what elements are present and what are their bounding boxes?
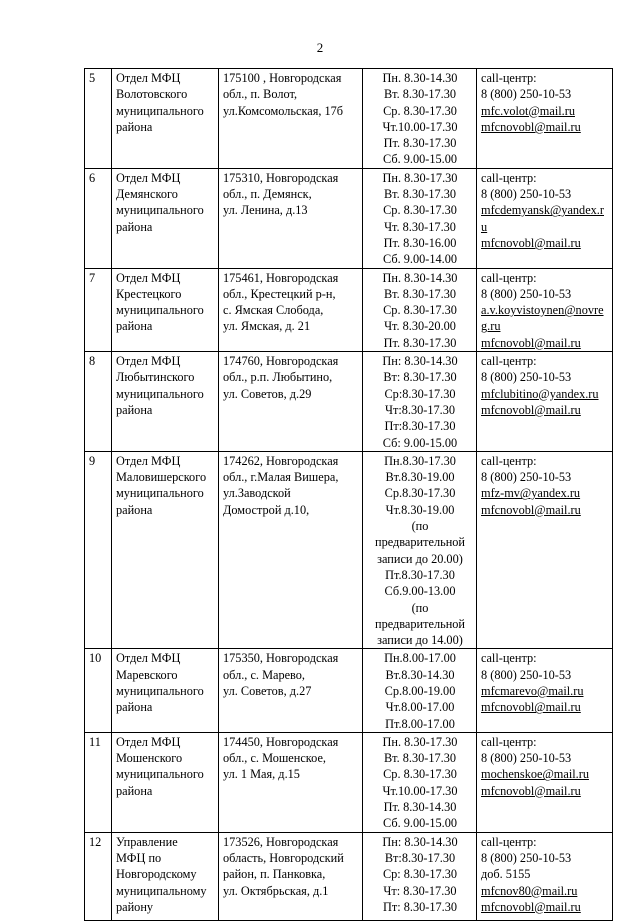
working-hours-line: предварительной	[375, 616, 465, 631]
working-hours-line: предварительной	[375, 535, 465, 550]
office-name-line: Отдел МФЦ	[116, 71, 181, 85]
address-line: обл., р.п. Любытино,	[223, 370, 333, 385]
row-number: 12	[85, 832, 112, 920]
phone-number: 8 (800) 250-10-53	[481, 751, 572, 766]
email-link[interactable]: mfcnovobl@mail.ru	[481, 402, 581, 417]
email-link[interactable]: mfcnovobl@mail.ru	[481, 899, 581, 914]
working-hours-cell	[363, 352, 477, 452]
working-hours-line: (по	[411, 519, 429, 534]
email-link[interactable]: mfcdemyansk@yandex.r u	[481, 203, 604, 234]
address-line: 175310, Новгородская	[223, 170, 339, 185]
email-link[interactable]: mfcnovobl@mail.ru	[481, 502, 581, 517]
office-name-line: Мошенского	[116, 751, 183, 766]
office-name-line: Отдел МФЦ	[116, 651, 181, 666]
address-line: район, п. Панковка,	[223, 867, 326, 882]
working-hours-line: Ср. 8.30-17.30	[383, 203, 457, 218]
office-name-line: Маревского	[116, 667, 178, 682]
address-cell	[219, 168, 363, 268]
office-name-line: Отдел МФЦ	[116, 170, 181, 185]
office-name-cell	[112, 69, 219, 169]
working-hours-line: Вт. 8.30-17.30	[383, 286, 457, 301]
office-name-line: Отдел МФЦ	[116, 354, 181, 369]
phone-number: 8 (800) 250-10-53	[481, 286, 572, 301]
office-name-line: Маловишерского	[116, 470, 207, 485]
table-row	[85, 352, 613, 452]
office-name-line: району	[116, 899, 154, 914]
address-line: 174760, Новгородская	[223, 354, 339, 369]
office-name-line: муниципального	[116, 386, 204, 401]
table-row	[85, 168, 613, 268]
office-name-cell	[112, 168, 219, 268]
working-hours-line: Пн.8.30-17.30	[384, 453, 456, 468]
row-number: 7	[85, 268, 112, 351]
email-link[interactable]: mfcnovobl@mail.ru	[481, 700, 581, 715]
office-name-line: района	[116, 783, 153, 798]
working-hours-cell	[363, 649, 477, 732]
address-line: ул. Ямская, д. 21	[223, 319, 311, 334]
working-hours-line: Пн. 8.30-14.30	[382, 270, 458, 285]
working-hours-line: Пт: 8.30-17.30	[382, 899, 458, 914]
office-name-line: Волотовского	[116, 87, 188, 102]
working-hours-cell	[363, 732, 477, 832]
email-link[interactable]: mfcnovobl@mail.ru	[481, 235, 581, 250]
email-link[interactable]: mfcnov80@mail.ru	[481, 883, 578, 898]
address-line: Домострой д.10,	[223, 502, 310, 517]
email-link[interactable]: a.v.koyvistoynen@novre g.ru	[481, 303, 604, 334]
working-hours-line: Чт. 8.30-17.30	[384, 219, 456, 234]
working-hours-cell	[363, 832, 477, 920]
office-name-cell	[112, 732, 219, 832]
working-hours-cell	[363, 168, 477, 268]
office-name-cell	[112, 268, 219, 351]
contact-cell	[477, 649, 613, 732]
working-hours-line: Чт: 8.30-17.30	[383, 883, 457, 898]
working-hours-line: Сб. 9.00-15.00	[382, 816, 458, 831]
working-hours-line: Пт. 8.30-17.30	[383, 335, 457, 350]
address-line: ул.Комсомольская, 17б	[223, 103, 344, 118]
working-hours-line: Вт. 8.30-17.30	[383, 87, 457, 102]
working-hours-line: Чт.10.00-17.30	[382, 783, 458, 798]
office-name-line: района	[116, 319, 153, 334]
address-cell	[219, 268, 363, 351]
address-line: с. Ямская Слобода,	[223, 303, 324, 318]
working-hours-line: Вт. 8.30-17.30	[383, 187, 457, 202]
address-line: 173526, Новгородская	[223, 834, 339, 849]
table-row	[85, 451, 613, 649]
call-center-label: call-центр:	[481, 354, 537, 369]
call-center-label: call-центр:	[481, 453, 537, 468]
email-link[interactable]: mfcnovobl@mail.ru	[481, 119, 581, 134]
office-name-cell	[112, 451, 219, 649]
office-name-line: Отдел МФЦ	[116, 270, 181, 285]
address-line: обл., п. Волот,	[223, 87, 298, 102]
working-hours-line: Ср.8.30-17.30	[384, 486, 456, 501]
office-name-line: Демянского	[116, 187, 178, 202]
working-hours-line: Вт.8.30-19.00	[385, 470, 455, 485]
working-hours-line: Пн: 8.30-14.30	[382, 354, 458, 369]
working-hours-line: Пт:8.30-17.30	[384, 419, 456, 434]
email-link[interactable]: mfcmarevo@mail.ru	[481, 683, 584, 698]
working-hours-line: Пн. 8.30-17.30	[382, 734, 458, 749]
working-hours-line: Пн. 8.30-17.30	[382, 170, 458, 185]
working-hours-line: Пт. 8.30-17.30	[383, 136, 457, 151]
working-hours-cell	[363, 451, 477, 649]
working-hours-line: Сб. 9.00-14.00	[382, 252, 458, 267]
row-number: 6	[85, 168, 112, 268]
email-link[interactable]: mfcnovobl@mail.ru	[481, 783, 581, 798]
email-link[interactable]: mochenskoe@mail.ru	[481, 767, 589, 782]
office-name-line: района	[116, 119, 153, 134]
contact-cell	[477, 352, 613, 452]
working-hours-line: Ср. 8.30-17.30	[383, 767, 457, 782]
address-cell	[219, 451, 363, 649]
address-line: ул. Советов, д.27	[223, 683, 312, 698]
working-hours-line: Сб. 9.00-15.00	[382, 152, 458, 167]
office-name-line: Отдел МФЦ	[116, 453, 181, 468]
address-line: ул. Советов, д.29	[223, 386, 312, 401]
address-line: ул. Ленина, д.13	[223, 203, 308, 218]
table-row	[85, 268, 613, 351]
address-line: 175100 , Новгородская	[223, 71, 342, 85]
working-hours-line: Пн: 8.30-14.30	[382, 834, 458, 849]
phone-number: 8 (800) 250-10-53	[481, 470, 572, 485]
table-row	[85, 832, 613, 920]
office-name-cell	[112, 649, 219, 732]
address-cell	[219, 732, 363, 832]
call-center-label: call-центр:	[481, 651, 537, 666]
office-name-line: муниципального	[116, 683, 204, 698]
address-line: 174262, Новгородская	[223, 453, 339, 468]
contact-cell	[477, 451, 613, 649]
phone-number: 8 (800) 250-10-53	[481, 850, 572, 865]
table-row	[85, 649, 613, 732]
phone-number: доб. 5155	[481, 867, 531, 882]
office-name-cell	[112, 352, 219, 452]
office-name-line: МФЦ по	[116, 850, 162, 865]
working-hours-line: Сб: 9.00-15.00	[382, 435, 458, 450]
working-hours-line: (по	[411, 600, 429, 615]
working-hours-line: Пт.8.00-17.00	[385, 716, 455, 731]
working-hours-line: Ср:8.30-17.30	[384, 386, 456, 401]
table-row	[85, 69, 613, 169]
contact-cell	[477, 832, 613, 920]
office-name-line: Отдел МФЦ	[116, 734, 181, 749]
address-line: ул. 1 Мая, д.15	[223, 767, 300, 782]
call-center-label: call-центр:	[481, 170, 537, 185]
email-link[interactable]: mfclubitino@yandex.ru	[481, 386, 599, 401]
address-line: 174450, Новгородская	[223, 734, 339, 749]
working-hours-line: Вт. 8.30-17.30	[383, 751, 457, 766]
address-line: обл., с. Марево,	[223, 667, 306, 682]
office-name-line: муниципального	[116, 767, 204, 782]
office-name-line: муниципального	[116, 103, 204, 118]
row-number: 9	[85, 451, 112, 649]
working-hours-line: Пн. 8.30-14.30	[382, 71, 458, 85]
row-number: 10	[85, 649, 112, 732]
office-name-line: муниципального	[116, 203, 204, 218]
working-hours-cell	[363, 69, 477, 169]
contact-cell	[477, 732, 613, 832]
office-name-cell	[112, 832, 219, 920]
office-name-line: Управление	[116, 834, 178, 849]
working-hours-line: Вт: 8.30-17.30	[383, 370, 457, 385]
address-cell	[219, 352, 363, 452]
office-name-line: района	[116, 700, 153, 715]
working-hours-line: Пн.8.00-17.00	[384, 651, 456, 666]
address-line: ул.Заводской	[223, 486, 291, 501]
working-hours-line: Пт. 8.30-14.30	[383, 800, 457, 815]
row-number: 11	[85, 732, 112, 832]
working-hours-line: записи до 14.00)	[377, 633, 463, 648]
working-hours-line: Чт.8.00-17.00	[385, 700, 455, 715]
contact-cell	[477, 69, 613, 169]
address-line: обл., с. Мошенское,	[223, 751, 326, 766]
working-hours-line: Ср. 8.30-17.30	[383, 303, 457, 318]
working-hours-line: Сб.9.00-13.00	[384, 584, 456, 599]
working-hours-line: Чт.8.30-19.00	[385, 502, 455, 517]
working-hours-line: Ср.8.00-19.00	[384, 683, 456, 698]
email-link[interactable]: mfcnovobl@mail.ru	[481, 335, 581, 350]
call-center-label: call-центр:	[481, 71, 537, 85]
call-center-label: call-центр:	[481, 270, 537, 285]
phone-number: 8 (800) 250-10-53	[481, 87, 572, 102]
office-name-line: Любытинского	[116, 370, 195, 385]
address-line: 175350, Новгородская	[223, 651, 339, 666]
office-name-line: Крестецкого	[116, 286, 182, 301]
working-hours-line: Чт:8.30-17.30	[384, 402, 456, 417]
address-line: обл., п. Демянск,	[223, 187, 312, 202]
office-name-line: района	[116, 219, 153, 234]
page-number: 2	[316, 40, 324, 55]
office-name-line: района	[116, 402, 153, 417]
working-hours-line: Пт.8.30-17.30	[385, 567, 455, 582]
working-hours-line: записи до 20.00)	[377, 551, 463, 566]
working-hours-line: Ср. 8.30-17.30	[383, 103, 457, 118]
address-line: 175461, Новгородская	[223, 270, 339, 285]
office-name-line: муниципального	[116, 486, 204, 501]
call-center-label: call-центр:	[481, 734, 537, 749]
working-hours-cell	[363, 268, 477, 351]
email-link[interactable]: mfc.volot@mail.ru	[481, 103, 575, 118]
row-number: 8	[85, 352, 112, 452]
working-hours-line: Вт:8.30-17.30	[384, 850, 456, 865]
email-link[interactable]: mfz-mv@yandex.ru	[481, 486, 581, 501]
working-hours-line: Чт.10.00-17.30	[382, 119, 458, 134]
working-hours-line: Вт.8.30-14.30	[385, 667, 455, 682]
table-body	[85, 69, 613, 921]
working-hours-line: Ср: 8.30-17.30	[382, 867, 458, 882]
address-line: ул. Октябрьская, д.1	[223, 883, 329, 898]
working-hours-line: Чт. 8.30-20.00	[384, 319, 456, 334]
call-center-label: call-центр:	[481, 834, 537, 849]
address-line: обл., г.Малая Вишера,	[223, 470, 339, 485]
phone-number: 8 (800) 250-10-53	[481, 667, 572, 682]
address-cell	[219, 832, 363, 920]
office-name-line: района	[116, 502, 153, 517]
office-name-line: Новгородскому	[116, 867, 197, 882]
address-line: область, Новгородский	[223, 850, 344, 865]
phone-number: 8 (800) 250-10-53	[481, 187, 572, 202]
phone-number: 8 (800) 250-10-53	[481, 370, 572, 385]
address-line: обл., Крестецкий р-н,	[223, 286, 336, 301]
office-name-line: муниципального	[116, 303, 204, 318]
contact-cell	[477, 268, 613, 351]
working-hours-line: Пт. 8.30-16.00	[383, 235, 457, 250]
office-name-line: муниципальному	[116, 883, 207, 898]
address-cell	[219, 649, 363, 732]
table-row	[85, 732, 613, 832]
mfc-offices-table	[84, 68, 613, 921]
row-number: 5	[85, 69, 112, 169]
address-cell	[219, 69, 363, 169]
contact-cell	[477, 168, 613, 268]
